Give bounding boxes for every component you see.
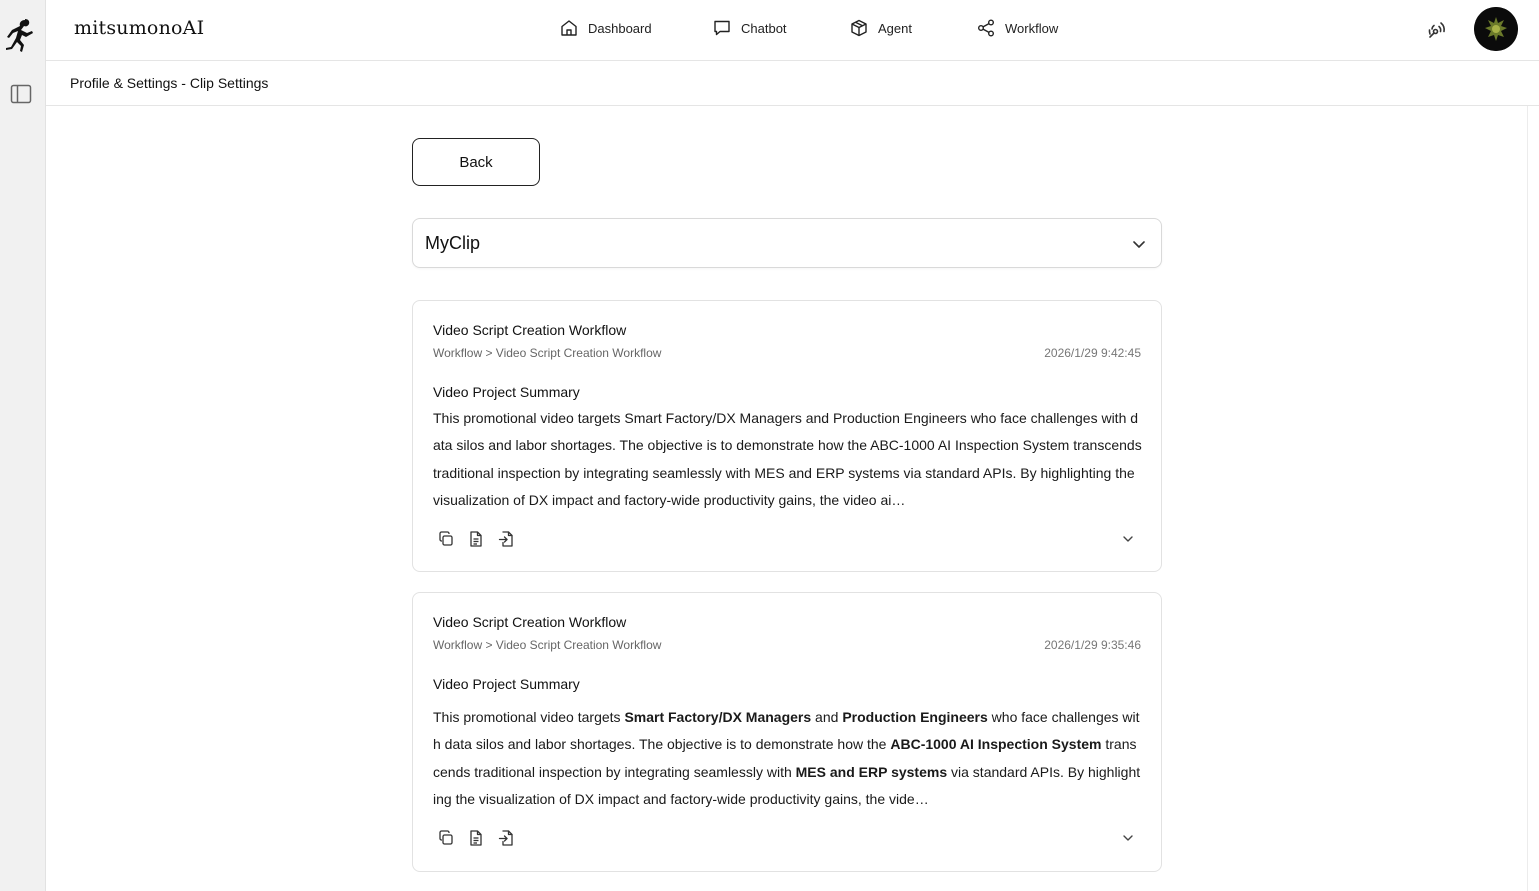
clip-actions	[437, 530, 515, 548]
clip-card	[412, 592, 1162, 872]
insert-file-icon[interactable]	[497, 829, 515, 847]
clip-timestamp: 2026/1/29 9:35:46	[1044, 638, 1141, 652]
clip-folder-select-value: MyClip	[425, 233, 481, 253]
chevron-down-icon	[1131, 236, 1147, 252]
home-icon	[559, 18, 579, 38]
nav-agent-label: Agent	[878, 20, 912, 36]
clip-body: This promotional video targets Smart Factory/DX Managers and Production Engineers who face challenges with data silos and labor shortages. The objective is to demonstrate how the ABC-1000 AI Inspection System transcends traditional inspection by integrating seamlessly with MES and ERP systems via standard APIs. By highlighting the visualization of DX impact and factory-wide productivity gains, the video ai…	[433, 410, 1142, 508]
clip-body-text: who face challenges with data silos and labor shortages. The objective is to demonstrate how the	[433, 709, 1140, 753]
clip-timestamp: 2026/1/29 9:42:45	[1044, 346, 1141, 360]
sidebar-toggle-icon[interactable]	[10, 83, 32, 105]
page-header	[46, 61, 1539, 106]
nav-chatbot[interactable]	[712, 18, 787, 38]
clip-folder-select[interactable]	[412, 218, 1162, 268]
clip-body-text: This promotional video targets	[433, 709, 625, 725]
clip-breadcrumb: Workflow > Video Script Creation Workflow	[433, 638, 662, 652]
page-title: Profile & Settings - Clip Settings	[70, 75, 269, 91]
clip-body-text: via standard APIs. By highlighting the visualization of DX impact and factory-wide productivity gains, the vide…	[433, 763, 1141, 807]
chat-bubble-icon	[712, 18, 732, 38]
clip-heading: Video Project Summary	[433, 384, 580, 400]
clip-actions	[437, 829, 515, 847]
copy-icon[interactable]	[437, 829, 455, 847]
nav-chatbot-label: Chatbot	[741, 20, 787, 36]
copy-icon[interactable]	[437, 530, 455, 548]
main-nav	[46, 0, 1539, 60]
brand-name[interactable]: mitsumonoAI	[74, 17, 205, 39]
nav-dashboard-label: Dashboard	[588, 20, 652, 36]
clip-card	[412, 300, 1162, 572]
clip-body-emphasis: Smart Factory/DX Managers	[624, 709, 812, 725]
user-avatar[interactable]	[1474, 7, 1518, 51]
expand-chevron-icon[interactable]	[1121, 831, 1135, 845]
clip-body-emphasis: Production Engineers	[842, 709, 988, 725]
clip-body-text: transcends traditional inspection by integrating seamlessly with	[433, 736, 1137, 780]
scrollbar-track[interactable]	[1527, 106, 1539, 891]
avatar-creature-icon	[1474, 7, 1518, 51]
expand-chevron-icon[interactable]	[1121, 532, 1135, 546]
clip-breadcrumb: Workflow > Video Script Creation Workflow	[433, 346, 662, 360]
insert-file-icon[interactable]	[497, 530, 515, 548]
clip-heading: Video Project Summary	[433, 676, 580, 692]
nav-workflow[interactable]	[976, 18, 1058, 38]
clip-body-emphasis: ABC-1000 AI Inspection System	[890, 736, 1102, 753]
clip-body-rich	[433, 704, 1143, 814]
connection-signal-icon[interactable]	[1424, 17, 1450, 43]
document-icon[interactable]	[467, 530, 485, 548]
clip-title: Video Script Creation Workflow	[433, 322, 627, 338]
nav-workflow-label: Workflow	[1005, 20, 1059, 36]
clip-body-text: and	[811, 709, 843, 725]
back-button[interactable]: Back	[412, 138, 540, 186]
document-icon[interactable]	[467, 829, 485, 847]
package-icon	[849, 18, 869, 38]
clip-title: Video Script Creation Workflow	[433, 614, 627, 630]
clip-body-emphasis: MES and ERP systems	[795, 763, 948, 780]
share-nodes-icon	[976, 18, 996, 38]
running-ninja-logo-icon[interactable]	[5, 16, 39, 54]
nav-agent[interactable]	[849, 18, 912, 38]
sidebar	[0, 0, 46, 891]
top-navigation-bar	[46, 0, 1539, 61]
nav-dashboard[interactable]	[559, 18, 652, 38]
